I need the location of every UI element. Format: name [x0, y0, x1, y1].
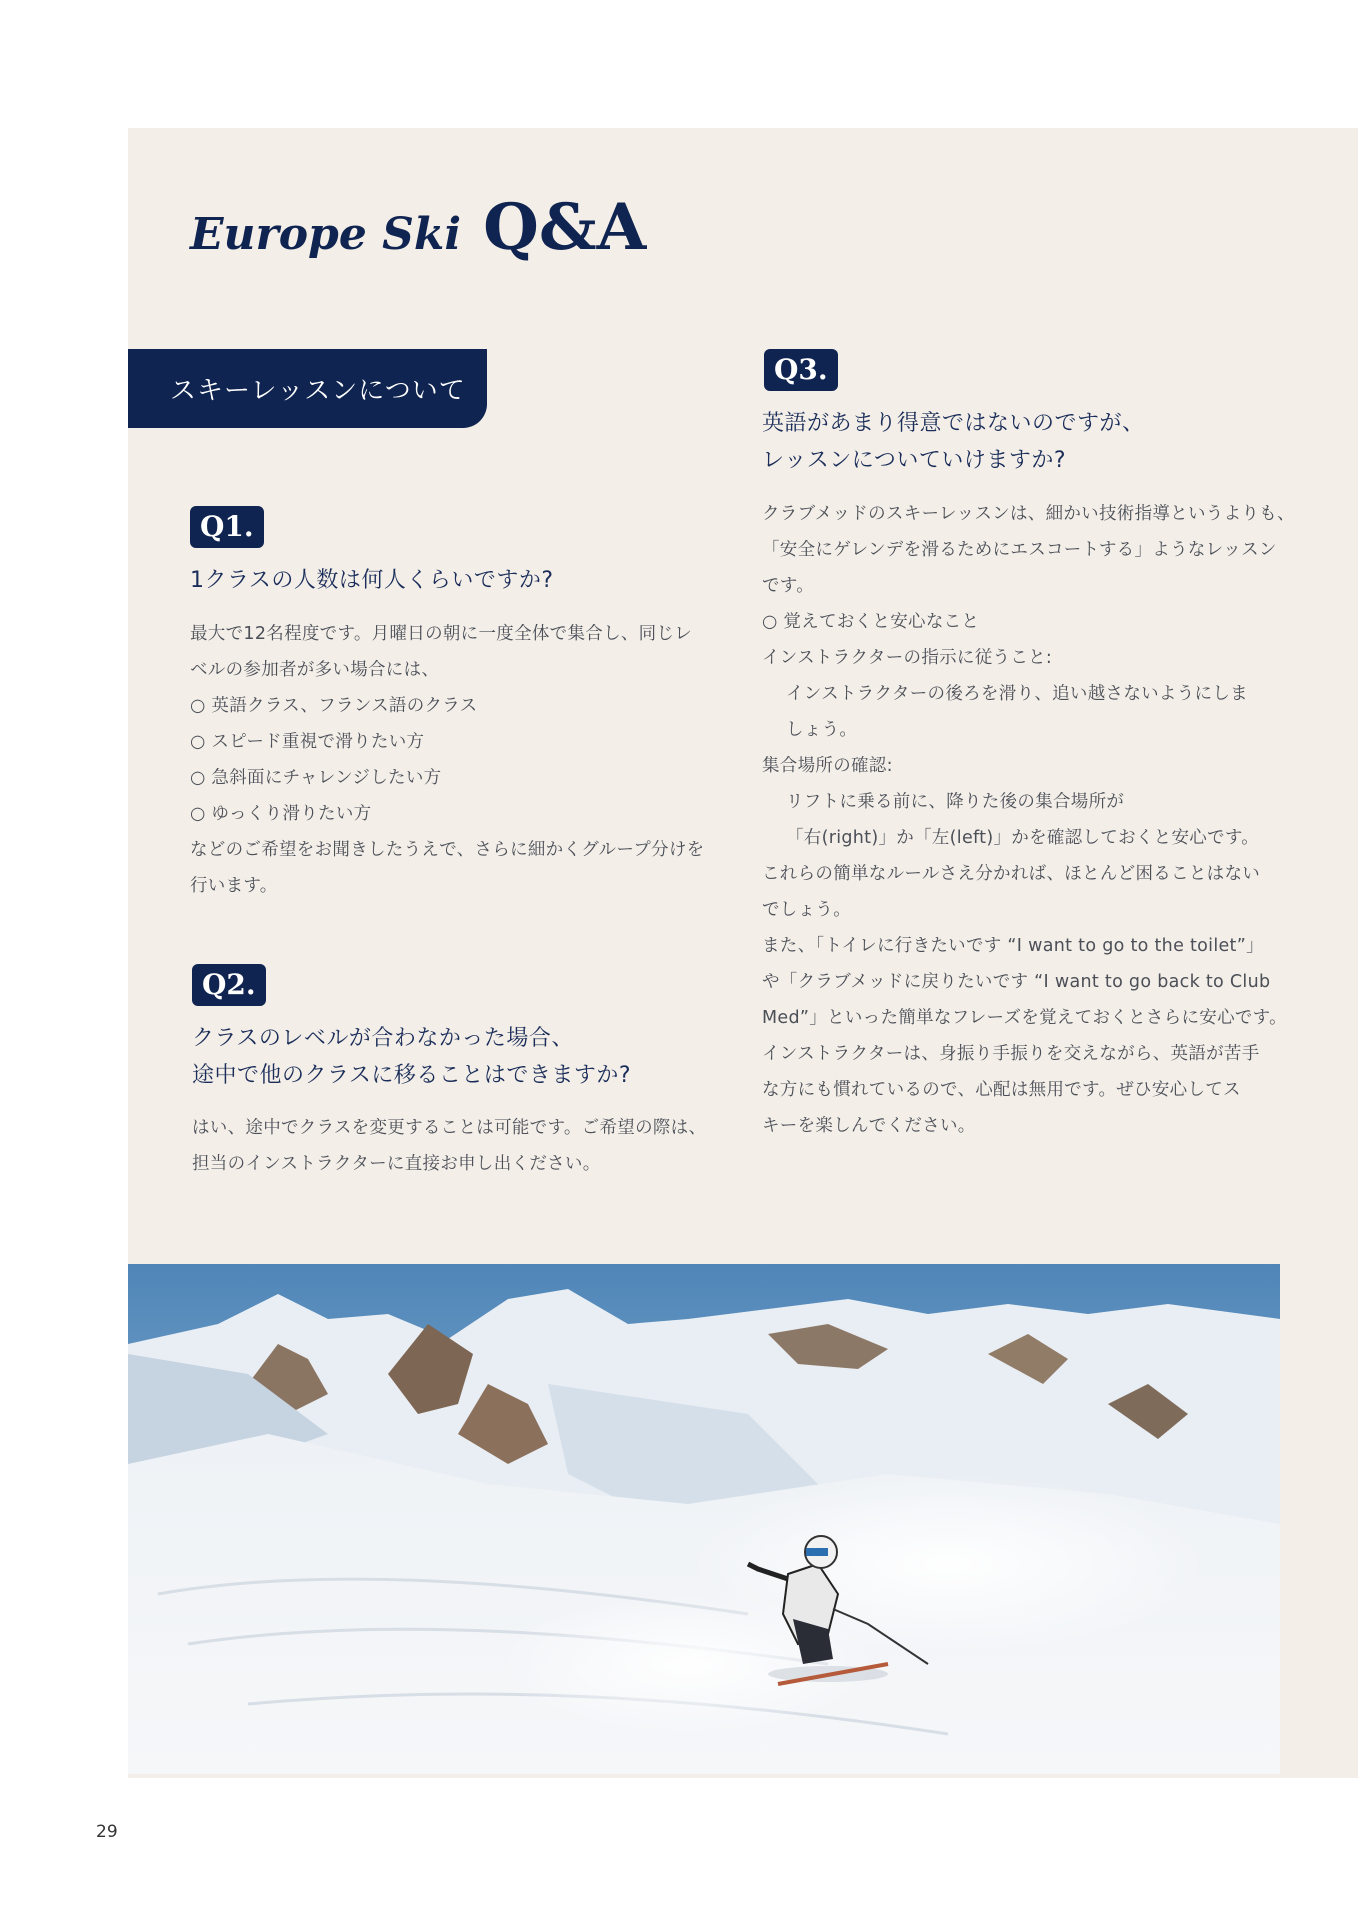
q1-line: ○ スピード重視で滑りたい方 — [190, 732, 425, 752]
q2-question — [192, 1020, 631, 1094]
q1-line: ベルの参加者が多い場合には、 — [190, 660, 440, 680]
q2-badge: Q2. — [192, 964, 266, 1006]
q3-line: インストラクターの後ろを滑り、追い越さないようにしま — [786, 684, 1248, 704]
q3-line: 「安全にゲレンデを滑るためにエスコートする」ようなレッスン — [762, 540, 1277, 560]
q3-line: 集合場所の確認: — [762, 756, 893, 776]
q3-answer — [762, 496, 1295, 1144]
q3-line: や「クラブメッドに戻りたいです “I want to go back to Club — [762, 972, 1271, 992]
title-part1: Europe Ski — [190, 209, 462, 260]
q1-line: 行います。 — [190, 876, 278, 896]
q3-question-line: 英語があまり得意ではないのですが、 — [762, 411, 1145, 436]
page-number: 29 — [96, 1822, 118, 1842]
ski-photo — [128, 1264, 1280, 1774]
q1-answer — [190, 616, 704, 904]
q1-line: ○ ゆっくり滑りたい方 — [190, 804, 372, 824]
q3-line: な方にも慣れているので、心配は無用です。ぜひ安心してス — [762, 1080, 1241, 1100]
q2-question-line: クラスのレベルが合わなかった場合、 — [192, 1026, 574, 1051]
q3-line: リフトに乗る前に、降りた後の集合場所が — [786, 792, 1125, 812]
q3-question — [762, 405, 1145, 479]
q2-line: はい、途中でクラスを変更することは可能です。ご希望の際は、 — [192, 1118, 707, 1138]
q3-badge: Q3. — [764, 349, 838, 391]
q1-line: ○ 急斜面にチャレンジしたい方 — [190, 768, 442, 788]
q3-line: 「右(right)」か「左(left)」かを確認しておくと安心です。 — [786, 828, 1260, 848]
q1-line: ○ 英語クラス、フランス語のクラス — [190, 696, 478, 716]
q3-line: これらの簡単なルールさえ分かれば、ほとんど困ることはない — [762, 864, 1261, 884]
q3-line: クラブメッドのスキーレッスンは、細かい技術指導というよりも、 — [762, 504, 1295, 524]
page-title — [190, 190, 646, 280]
title-part2: Q&A — [483, 190, 647, 265]
q2-answer — [192, 1110, 706, 1182]
q3-line: Med”」といった簡単なフレーズを覚えておくとさらに安心です。 — [762, 1008, 1287, 1028]
q2-line: 担当のインストラクターに直接お申し出ください。 — [192, 1154, 601, 1174]
section-tab: スキーレッスンについて — [128, 349, 487, 428]
q3-line: キーを楽しんでください。 — [762, 1116, 976, 1136]
q1-line: などのご希望をお聞きしたうえで、さらに細かくグループ分けを — [190, 840, 705, 860]
q1-question-line: 1クラスの人数は何人くらいですか? — [190, 568, 554, 593]
q1-badge: Q1. — [190, 506, 264, 548]
q3-line: です。 — [762, 576, 814, 596]
q3-line: インストラクターは、身振り手振りを交えながら、英語が苦手 — [762, 1044, 1260, 1064]
q3-line: しょう。 — [786, 720, 858, 740]
q3-question-line: レッスンについていけますか? — [762, 448, 1067, 473]
q3-line: ○ 覚えておくと安心なこと — [762, 612, 980, 632]
q3-line: また、「トイレに行きたいです “I want to go to the toilet”」 — [762, 936, 1264, 956]
q3-line: インストラクターの指示に従うこと: — [762, 648, 1053, 668]
q1-question — [190, 562, 554, 599]
q1-line: 最大で12名程度です。月曜日の朝に一度全体で集合し、同じレ — [190, 624, 693, 644]
q2-question-line: 途中で他のクラスに移ることはできますか? — [192, 1063, 632, 1088]
q3-line: でしょう。 — [762, 900, 851, 920]
